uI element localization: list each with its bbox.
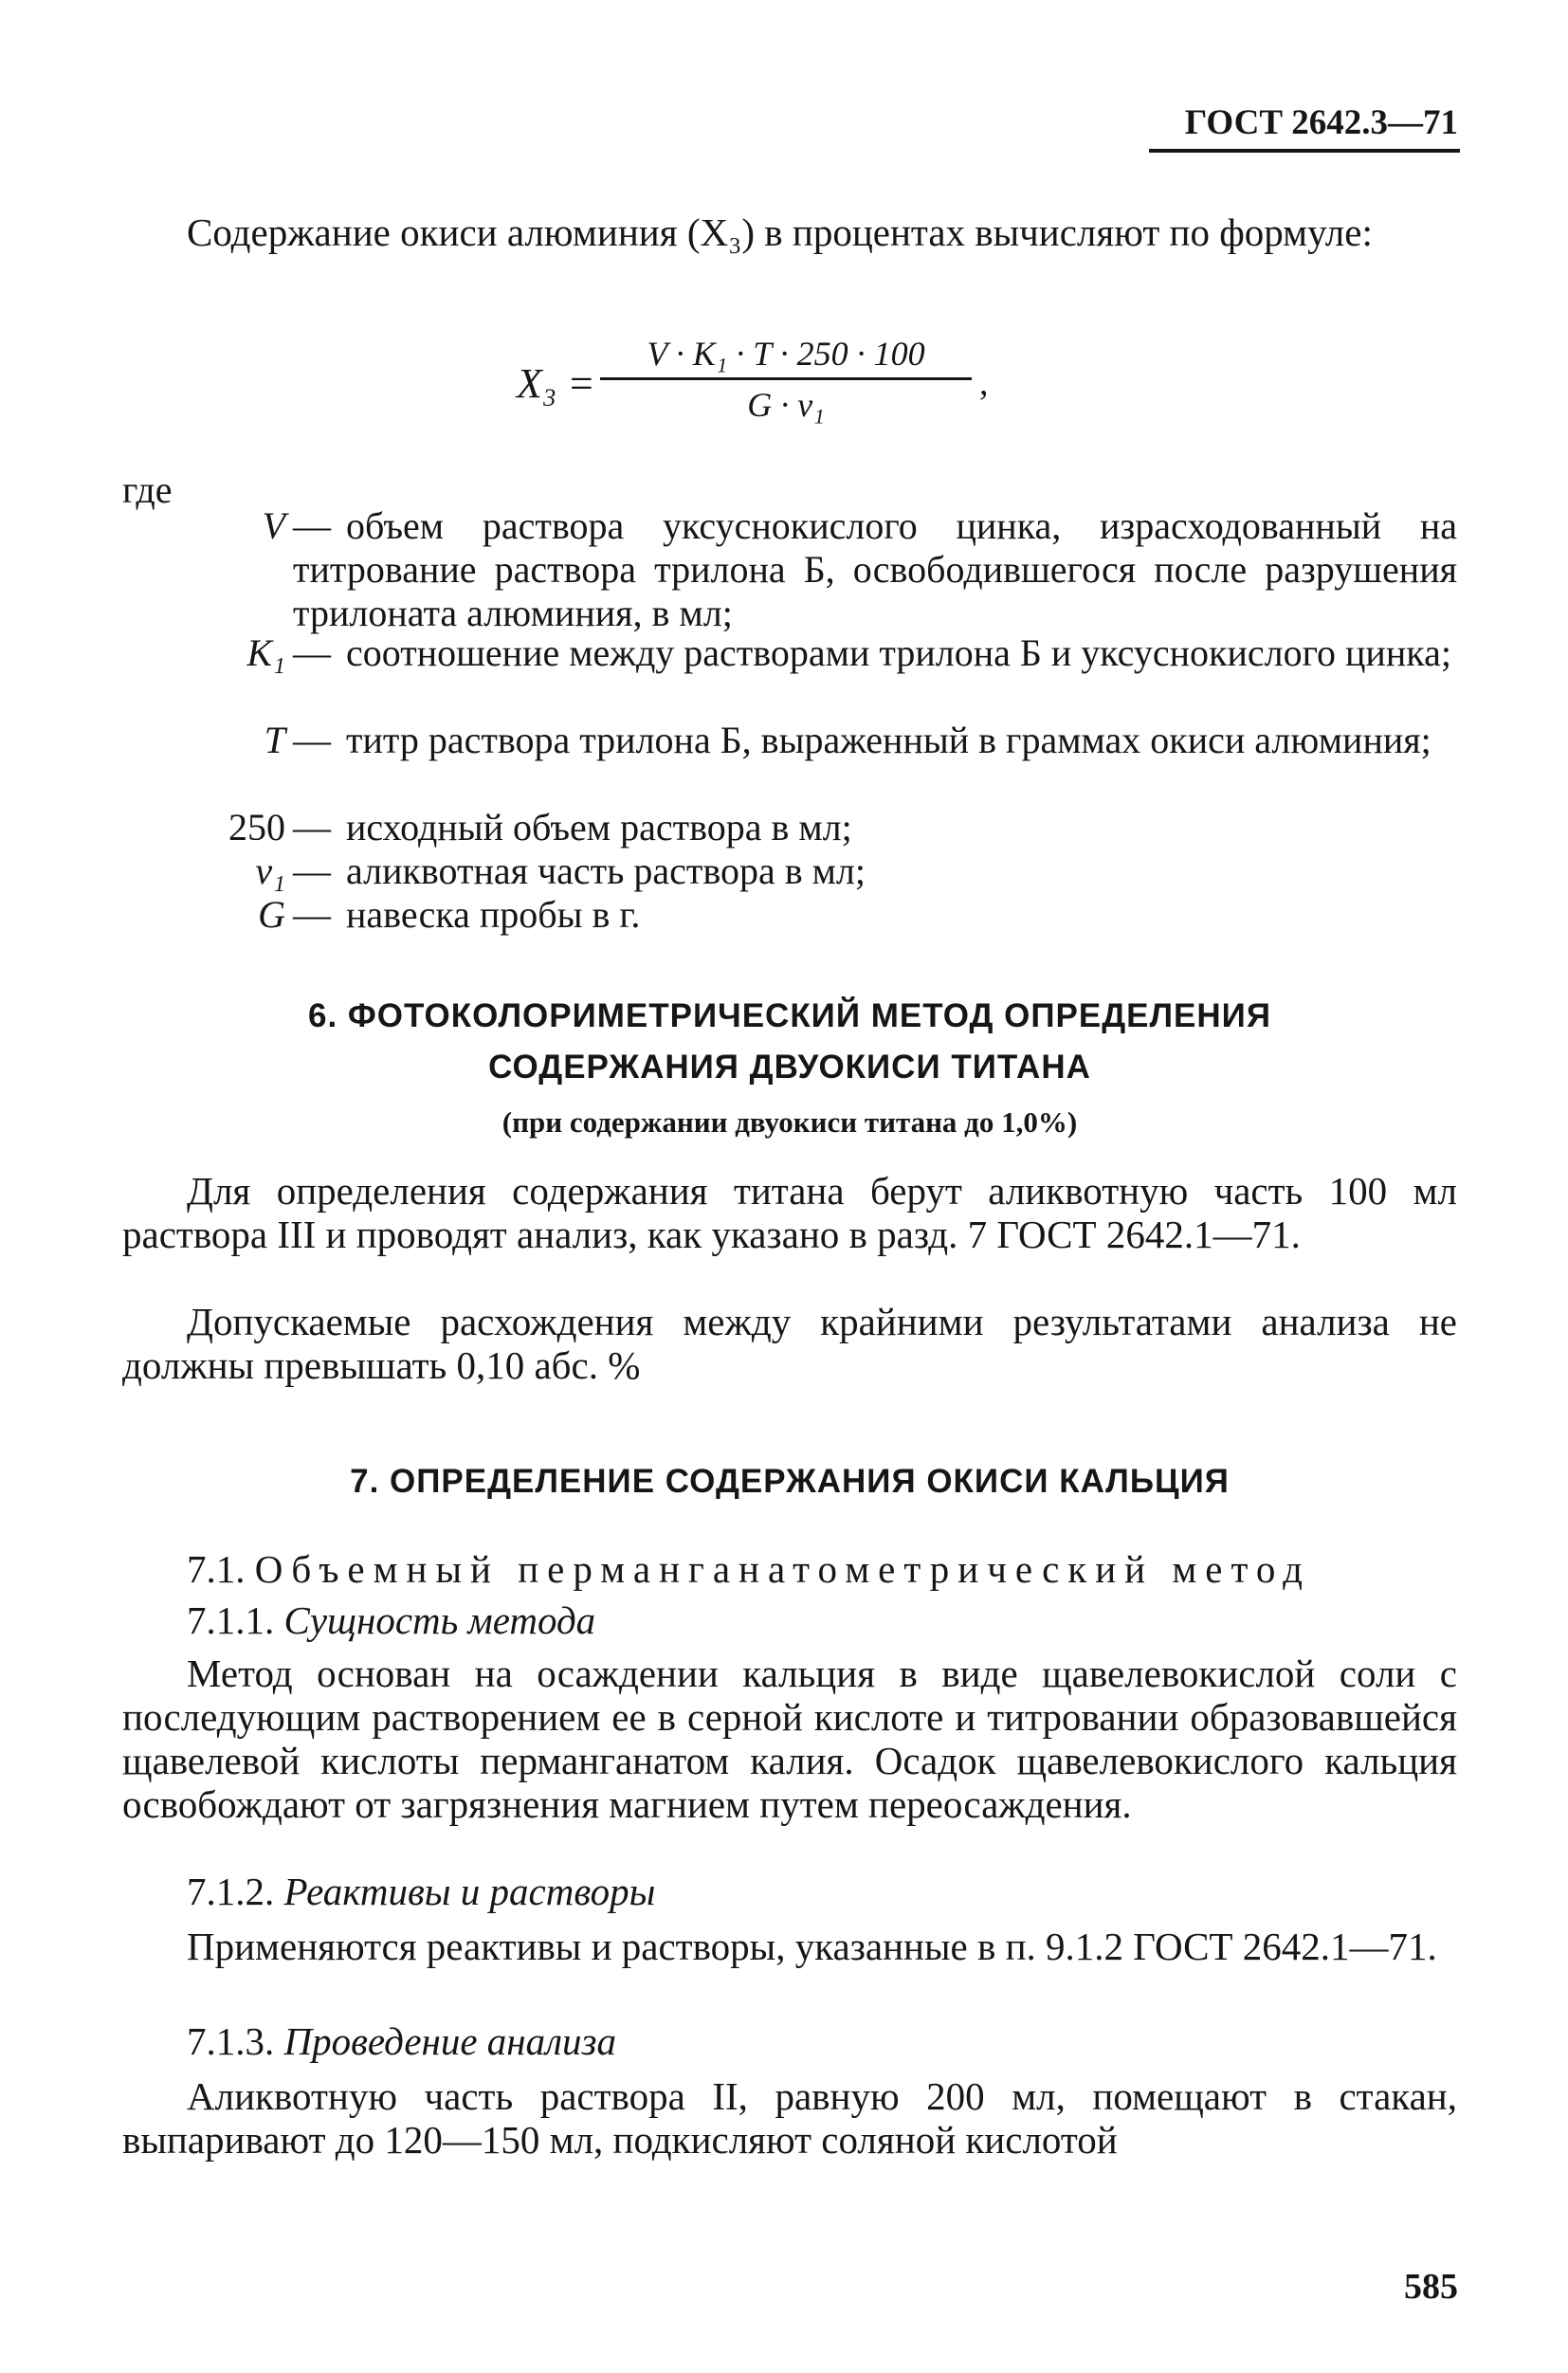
- definition-dash: —: [293, 806, 331, 849]
- definition-symbol: K₁: [246, 631, 285, 674]
- where-label: где: [122, 468, 173, 511]
- subsection-7-1-2-title: Реактивы и растворы: [283, 1870, 656, 1913]
- subsection-7-1-3-title: Проведение анализа: [283, 2019, 617, 2063]
- subsection-7-1-1-title: Сущность метода: [283, 1598, 596, 1642]
- subsection-7-1-label: 7.1.: [187, 1547, 246, 1591]
- definition-text: аликвотная часть раствора в мл;: [346, 849, 866, 892]
- definition-symbol: V: [262, 504, 285, 547]
- fraction-bar: [600, 377, 972, 380]
- section-6-paragraph-1: Для определения содержания титана берут аликвотную часть 100 мл раствора III и проводят анализ, как указано в разд. 7 ГОСТ 2642.1—71.: [122, 1169, 1457, 1256]
- formula-numerator: V · K₁ · T · 250 · 100: [647, 335, 925, 373]
- subsection-7-1-2-label: 7.1.2.: [187, 1870, 275, 1913]
- subsection-7-1-3: [187, 2019, 1457, 2063]
- definition-text: исходный объем раствора в мл;: [346, 806, 852, 849]
- definition-symbol: 250: [228, 806, 285, 849]
- section-6-heading-line-1: 6. ФОТОКОЛОРИМЕТРИЧЕСКИЙ МЕТОД ОПРЕДЕЛЕНИЯ: [307, 997, 1271, 1034]
- subsection-7-1-1-label: 7.1.1.: [187, 1598, 275, 1642]
- page-header: ГОСТ 2642.3—71: [1184, 103, 1458, 142]
- subsection-7-1-3-label: 7.1.3.: [187, 2019, 275, 2063]
- intro-paragraph: Содержание окиси алюминия (X₃) в процентах вычисляют по формуле:: [187, 210, 1373, 254]
- section-7-heading: 7. ОПРЕДЕЛЕНИЕ СОДЕРЖАНИЯ ОКИСИ КАЛЬЦИЯ: [350, 1463, 1230, 1500]
- section-6-heading-line-2: СОДЕРЖАНИЯ ДВУОКИСИ ТИТАНА: [488, 1049, 1091, 1086]
- definition-dash: —: [293, 719, 331, 761]
- subsection-7-1: [187, 1547, 1457, 1591]
- page-number: 585: [1404, 2267, 1458, 2307]
- definition-text: навеска пробы в г.: [346, 893, 641, 936]
- subsection-7-1-2: [187, 1870, 1457, 1913]
- formula-comma: ,: [979, 363, 989, 403]
- section-6-paragraph-2: Допускаемые расхождения между крайними результатами анализа не должны превышать 0,10 абс. %: [122, 1300, 1457, 1387]
- subsection-7-1-1-text: Метод основан на осаждении кальция в виде щавелевокислой соли с последующим растворением ее в серной кислоте и титровании образовавшейся щавелевой кислоты перманганатом калия. Осадок щавелевокислого кальция освобождают от загрязнения магнием путем переосаждения.: [122, 1652, 1457, 1826]
- definition-text: соотношение между растворами трилона Б и уксуснокислого цинка;: [346, 631, 1451, 674]
- definition-symbol: T: [264, 719, 285, 761]
- definition-dash: —: [293, 893, 331, 936]
- definition-dash: —: [293, 849, 331, 892]
- definition-symbol: v₁: [255, 849, 285, 892]
- formula-lhs: X₃ =: [517, 360, 595, 407]
- definition-text: объем раствора уксуснокислого цинка, израсходованный на титрование раствора трилона Б, освободившегося после разрушения трилоната алюминия, в мл;: [293, 504, 1457, 634]
- subsection-7-1-3-text: Аликвотную часть раствора II, равную 200 мл, помещают в стакан, выпаривают до 120—150 мл, подкисляют соляной кислотой: [122, 2074, 1457, 2162]
- definition-symbol: G: [258, 893, 285, 936]
- header-rule: [1149, 149, 1460, 153]
- subsection-7-1-title: Объемный перманганатометрический метод: [254, 1547, 1312, 1591]
- section-6-subheading: (при содержании двуокиси титана до 1,0%): [501, 1105, 1078, 1139]
- definition-dash: —: [293, 504, 331, 547]
- definition-dash: —: [293, 631, 331, 674]
- formula-x3: [517, 334, 1048, 438]
- definition-text: титр раствора трилона Б, выраженный в граммах окиси алюминия;: [346, 719, 1431, 761]
- subsection-7-1-2-text: Применяются реактивы и растворы, указанные в п. 9.1.2 ГОСТ 2642.1—71.: [187, 1925, 1437, 1968]
- formula-denominator: G · v₁: [747, 386, 825, 424]
- subsection-7-1-1: [187, 1598, 1457, 1642]
